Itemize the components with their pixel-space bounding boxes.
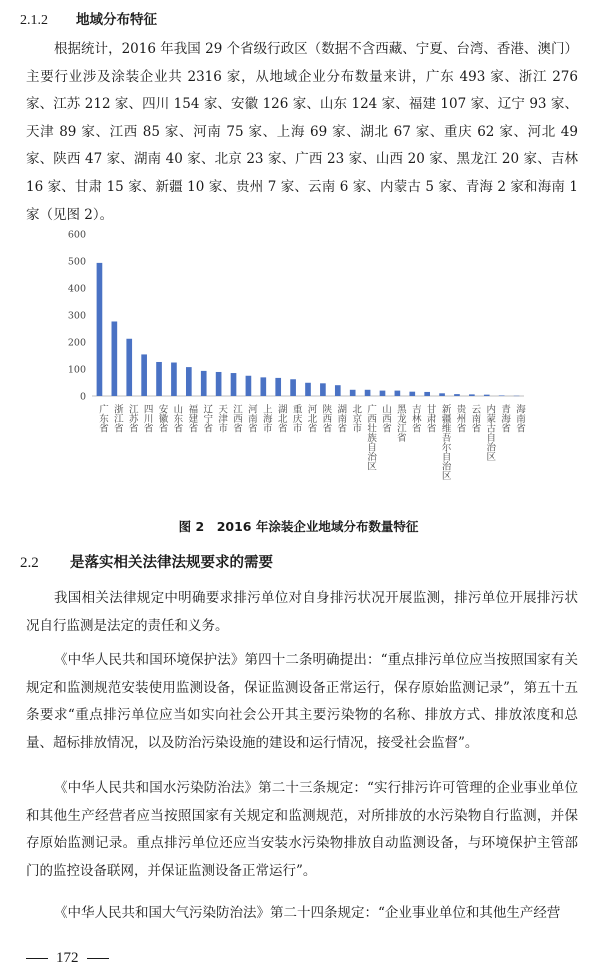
x-tick-label: 甘肃省 xyxy=(424,404,436,433)
bar xyxy=(335,385,341,396)
bar xyxy=(246,376,252,396)
bar xyxy=(454,394,460,396)
x-tick-label: 云南省 xyxy=(469,404,481,433)
bar xyxy=(275,378,281,396)
bar xyxy=(290,379,296,396)
paragraph-water-pollution-law: 《中华人民共和国水污染防治法》第二十三条规定：“实行排污许可管理的企业事业单位和其他生产经营者应当按照国家有关规定和监测规范，对所排放的水污染物自行监测，并保存原始监测记录。重点排污单位还应当安装水污染物排放自动监测设备，与环境保护主管部门的监控设备联网，并保证监测设备正常运行”。 xyxy=(26,780,578,879)
bar xyxy=(171,363,177,396)
x-tick-label: 黑龙江省 xyxy=(394,404,406,442)
x-tick-label: 内蒙古自治区 xyxy=(484,404,496,461)
x-tick-label: 河南省 xyxy=(245,404,257,433)
section-heading-2-2 xyxy=(20,551,273,572)
x-tick-label: 安徽省 xyxy=(156,404,168,433)
bar xyxy=(439,393,445,396)
bar xyxy=(141,354,147,396)
bar xyxy=(126,339,132,396)
bar xyxy=(260,377,266,396)
x-tick-label: 湖北省 xyxy=(275,404,287,433)
x-tick-label: 湖南省 xyxy=(335,404,347,433)
x-tick-label: 广东省 xyxy=(96,404,108,433)
y-tick-label: 200 xyxy=(67,337,86,349)
bar xyxy=(395,391,401,396)
x-tick-label: 辽宁省 xyxy=(201,404,213,433)
x-tick-label: 河北省 xyxy=(305,404,317,433)
section-number: 2.2 xyxy=(20,555,39,571)
y-tick-label: 400 xyxy=(67,283,86,295)
paragraph-legal-requirement: 我国相关法律规定中明确要求排污单位对自身排污状况开展监测，排污单位开展排污状况自行监测是法定的责任和义务。 xyxy=(26,590,578,634)
x-tick-label: 江苏省 xyxy=(126,404,138,433)
bar xyxy=(350,390,356,396)
x-axis-labels xyxy=(97,403,526,480)
figure-caption: 图 2 2016 年涂装企业地域分布数量特征 xyxy=(178,519,419,534)
bar xyxy=(365,390,371,396)
paragraph-regional-distribution: 根据统计，2016 年我国 29 个省级行政区（数据不含西藏、宁夏、台湾、香港、澳门）主要行业涉及涂装企业共 2316 家，从地域企业分布数量来讲，广东 493 家、浙江 276 家、江苏 212 家、四川 154 家、安徽 126 家、山东 124 家、福建 107 家、辽宁 93 家、天津 89 家、江西 85 家、河南 75 家、上海 69 家、湖北 67 家、重庆 62 家、河北 49 家、陕西 47 家、湖南 40 家、北京 23 家、广西 23 家、山西 20 家、黑龙江 20 家、吉林 16 家、甘肃 15 家、新疆 10 家、贵州 7 家、云南 6 家、内蒙古 5 家、青海 2 家和海南 1 家（见图 2）。 xyxy=(26,41,578,223)
section-title: 是落实相关法律法规要求的需要 xyxy=(70,555,273,571)
bar xyxy=(156,362,162,396)
x-tick-label: 上海市 xyxy=(260,404,272,433)
page-number: 172 xyxy=(56,950,79,966)
x-tick-label: 山西省 xyxy=(379,404,391,433)
bar xyxy=(112,321,118,396)
x-tick-label: 广西壮族自治区 xyxy=(365,404,377,471)
y-tick-label: 0 xyxy=(79,391,86,403)
paragraph-environmental-protection-law: 《中华人民共和国环境保护法》第四十二条明确提出：“重点排污单位应当按照国家有关规定和监测规范安装使用监测设备，保证监测设备正常运行，保存原始监测记录”，第五十五条要求“重点排污单位应当如实向社会公开其主要污染物的名称、排放方式、排放浓度和总量、超标排放情况，以及防治污染设施的建设和运行情况，接受社会监督”。 xyxy=(26,652,578,751)
y-tick-label: 600 xyxy=(67,229,86,241)
x-tick-label: 青海省 xyxy=(499,404,511,433)
x-tick-label: 北京市 xyxy=(350,404,362,433)
bar xyxy=(97,263,103,396)
bar xyxy=(424,392,430,396)
x-tick-label: 山东省 xyxy=(171,404,183,433)
bar xyxy=(320,383,326,396)
bar xyxy=(469,394,475,396)
x-tick-label: 江西省 xyxy=(231,404,243,433)
bar xyxy=(499,395,505,396)
x-tick-label: 吉林省 xyxy=(409,404,421,433)
x-tick-label: 海南省 xyxy=(514,404,526,433)
bars xyxy=(97,263,520,396)
x-tick-label: 浙江省 xyxy=(111,404,123,433)
bar xyxy=(231,373,237,396)
paragraph-air-pollution-law: 《中华人民共和国大气污染防治法》第二十四条规定：“企业事业单位和其他生产经营 xyxy=(54,905,561,921)
section-heading-2-1-2 xyxy=(20,8,157,29)
y-tick-label: 500 xyxy=(67,256,86,268)
bar xyxy=(305,383,311,396)
x-tick-label: 重庆市 xyxy=(290,404,302,433)
x-tick-label: 福建省 xyxy=(186,404,198,433)
footer-dash-left xyxy=(26,958,48,959)
x-tick-label: 贵州省 xyxy=(454,404,466,433)
section-title: 地域分布特征 xyxy=(76,12,157,28)
bar xyxy=(380,391,386,396)
bar xyxy=(201,371,207,396)
bar xyxy=(409,392,415,396)
x-tick-label: 四川省 xyxy=(141,404,153,433)
bar xyxy=(216,372,222,396)
x-tick-label: 天津市 xyxy=(216,404,228,433)
y-tick-label: 100 xyxy=(67,364,86,376)
y-tick-label: 300 xyxy=(67,310,86,322)
bar-chart-regional-distribution xyxy=(40,222,540,512)
x-tick-label: 新疆维吾尔自治区 xyxy=(439,404,451,480)
footer-dash-right xyxy=(87,958,109,959)
bar xyxy=(484,395,490,396)
page-footer xyxy=(26,950,117,967)
section-number: 2.1.2 xyxy=(20,13,48,28)
x-tick-label: 陕西省 xyxy=(320,404,332,433)
bar xyxy=(186,367,192,396)
y-axis-labels xyxy=(68,230,86,403)
